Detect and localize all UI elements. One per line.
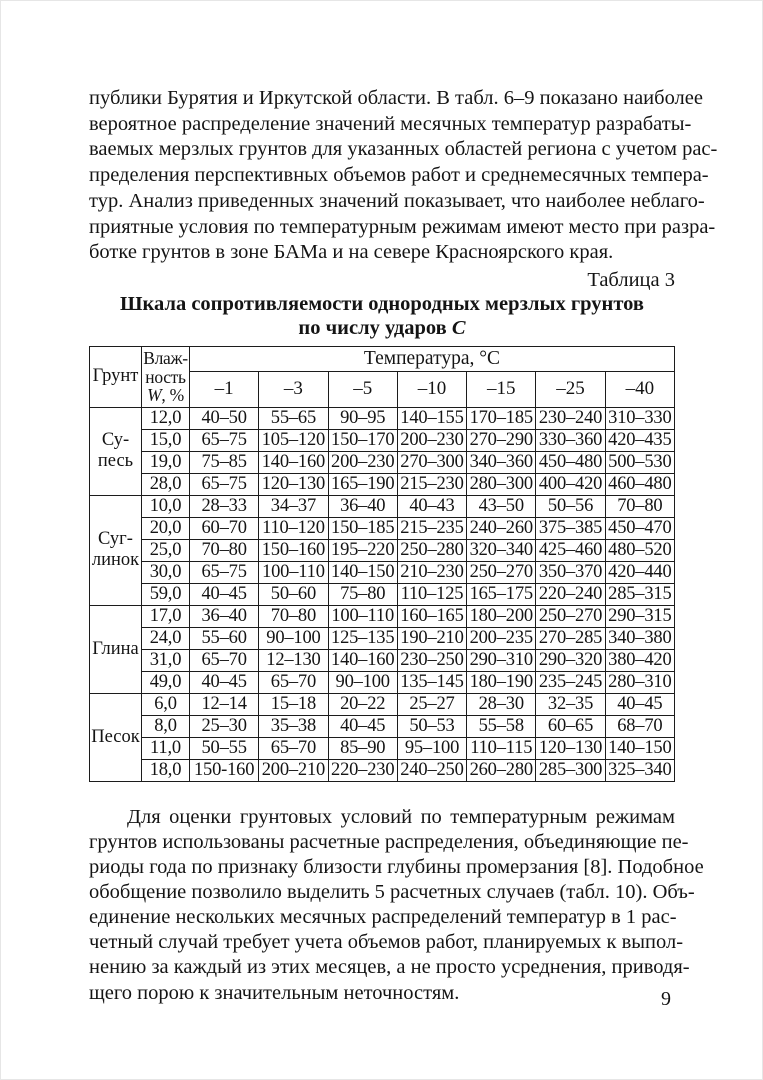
value-cell: 210–230	[397, 561, 466, 583]
soil-group-label	[90, 605, 142, 693]
moisture-cell: 20,0	[142, 517, 190, 539]
soil-label-line: Су-	[101, 430, 130, 451]
value-cell: 120–130	[536, 737, 605, 759]
value-cell: 120–130	[259, 473, 328, 495]
header-moisture: Влаж- ность W, %	[142, 346, 190, 407]
value-cell: 480–520	[605, 539, 674, 561]
value-cell: 65–75	[190, 429, 259, 451]
value-cell: 160–165	[397, 605, 466, 627]
text-line: риоды года по признаку близости глубины промерзания [8]. Подобное	[89, 856, 704, 879]
value-cell: 100–110	[259, 561, 328, 583]
text-line: ботке грунтов в зоне БАМа и на севере Красноярского края.	[89, 241, 614, 264]
value-cell: 190–210	[397, 627, 466, 649]
value-cell: 20–22	[328, 693, 397, 715]
value-cell: 200–235	[467, 627, 536, 649]
value-cell: 95–100	[397, 737, 466, 759]
value-cell: 135–145	[397, 671, 466, 693]
table-row	[90, 627, 675, 649]
value-cell: 90–100	[328, 671, 397, 693]
value-cell: 40–43	[397, 495, 466, 517]
value-cell: 340–380	[605, 627, 674, 649]
value-cell: 285–315	[605, 583, 674, 605]
table-row	[90, 693, 675, 715]
value-cell: 65–70	[259, 737, 328, 759]
value-cell: 110–125	[397, 583, 466, 605]
value-cell: 250–270	[536, 605, 605, 627]
value-cell: 55–58	[467, 715, 536, 737]
soil-label-line: Суг-	[98, 529, 133, 550]
table-row	[90, 473, 675, 495]
header-temp-25: –25	[536, 371, 605, 407]
value-cell: 165–190	[328, 473, 397, 495]
value-cell: 450–480	[536, 451, 605, 473]
value-cell: 70–80	[190, 539, 259, 561]
moisture-cell: 59,0	[142, 583, 190, 605]
value-cell: 270–300	[397, 451, 466, 473]
resistance-scale-table	[89, 346, 675, 782]
paragraph-top	[89, 86, 718, 266]
text-line: тур. Анализ приведенных значений показывает, что наиболее неблаго-	[89, 189, 705, 212]
variable-w: W	[147, 385, 162, 406]
moisture-cell: 17,0	[142, 605, 190, 627]
value-cell: 325–340	[605, 759, 674, 781]
value-cell: 420–440	[605, 561, 674, 583]
value-cell: 310–330	[605, 407, 674, 429]
soil-label-line: песь	[97, 451, 134, 472]
value-cell: 60–65	[536, 715, 605, 737]
value-cell: 12–14	[190, 693, 259, 715]
value-cell: 150–170	[328, 429, 397, 451]
value-cell: 110–120	[259, 517, 328, 539]
value-cell: 320–340	[467, 539, 536, 561]
value-cell: 170–185	[467, 407, 536, 429]
value-cell: 230–250	[397, 649, 466, 671]
value-cell: 50–60	[259, 583, 328, 605]
value-cell: 68–70	[605, 715, 674, 737]
table-row	[90, 671, 675, 693]
soil-group-label	[90, 693, 142, 781]
value-cell: 140–150	[328, 561, 397, 583]
value-cell: 65–70	[190, 649, 259, 671]
value-cell: 32–35	[536, 693, 605, 715]
table-row	[90, 495, 675, 517]
value-cell: 50–55	[190, 737, 259, 759]
header-temp-15: –15	[467, 371, 536, 407]
value-cell: 75–85	[190, 451, 259, 473]
table-body	[90, 407, 675, 781]
value-cell: 290–310	[467, 649, 536, 671]
moisture-cell: 10,0	[142, 495, 190, 517]
value-cell: 270–285	[536, 627, 605, 649]
text-line: ваемых мерзлых грунтов для указанных областей региона с учетом рас-	[89, 138, 718, 161]
value-cell: 70–80	[259, 605, 328, 627]
moisture-cell: 12,0	[142, 407, 190, 429]
value-cell: 250–280	[397, 539, 466, 561]
text-line: единение нескольких месячных распределений температур в 1 рас-	[89, 906, 677, 929]
moisture-cell: 11,0	[142, 737, 190, 759]
value-cell: 425–460	[536, 539, 605, 561]
text-line: обобщение позволило выделить 5 расчетных случаев (табл. 10). Объ-	[89, 881, 695, 904]
moisture-cell: 25,0	[142, 539, 190, 561]
value-cell: 55–60	[190, 627, 259, 649]
value-cell: 420–435	[605, 429, 674, 451]
table-title-line1: Шкала сопротивляемости однородных мерзлых грунтов	[120, 292, 644, 315]
value-cell: 450–470	[605, 517, 674, 539]
value-cell: 165–175	[467, 583, 536, 605]
table-row	[90, 517, 675, 539]
value-cell: 125–135	[328, 627, 397, 649]
table-row	[90, 561, 675, 583]
table-row	[90, 649, 675, 671]
moisture-cell: 6,0	[142, 693, 190, 715]
page-number: 9	[661, 988, 671, 1010]
value-cell: 200–230	[397, 429, 466, 451]
value-cell: 380–420	[605, 649, 674, 671]
soil-label-line: Глина	[92, 638, 139, 659]
value-cell: 40–45	[328, 715, 397, 737]
value-cell: 215–235	[397, 517, 466, 539]
value-cell: 25–30	[190, 715, 259, 737]
value-cell: 150–185	[328, 517, 397, 539]
value-cell: 220–240	[536, 583, 605, 605]
text-line: четный случай требует учета объемов работ, планируемых к выпол-	[89, 931, 684, 954]
table-row	[90, 451, 675, 473]
text-line: приятные условия по температурным режимам имеют место при разра-	[89, 215, 716, 238]
value-cell: 285–300	[536, 759, 605, 781]
moisture-cell: 18,0	[142, 759, 190, 781]
value-cell: 35–38	[259, 715, 328, 737]
value-cell: 90–100	[259, 627, 328, 649]
value-cell: 195–220	[328, 539, 397, 561]
moisture-cell: 31,0	[142, 649, 190, 671]
page-content	[89, 86, 718, 1006]
value-cell: 36–40	[190, 605, 259, 627]
value-cell: 43–50	[467, 495, 536, 517]
value-cell: 90–95	[328, 407, 397, 429]
table-caption: Таблица 3	[587, 268, 675, 291]
value-cell: 105–120	[259, 429, 328, 451]
value-cell: 15–18	[259, 693, 328, 715]
text-line: пределения перспективных объемов работ и среднемесячных темпера-	[89, 164, 709, 187]
value-cell: 50–53	[397, 715, 466, 737]
text-line: публики Бурятия и Иркутской области. В табл. 6–9 показано наиболее	[89, 87, 703, 109]
value-cell: 140–160	[328, 649, 397, 671]
value-cell: 60–70	[190, 517, 259, 539]
value-cell: 290–315	[605, 605, 674, 627]
value-cell: 260–280	[467, 759, 536, 781]
table-row	[90, 759, 675, 781]
value-cell: 460–480	[605, 473, 674, 495]
value-cell: 235–245	[536, 671, 605, 693]
value-cell: 150–160	[259, 539, 328, 561]
value-cell: 40–45	[190, 583, 259, 605]
value-cell: 220–230	[328, 759, 397, 781]
variable-c: С	[451, 317, 466, 340]
text-line: грунтов использованы расчетные распределения, объединяющие пе-	[89, 831, 689, 854]
table-row	[90, 583, 675, 605]
value-cell: 40–50	[190, 407, 259, 429]
value-cell: 200–210	[259, 759, 328, 781]
value-cell: 36–40	[328, 495, 397, 517]
value-cell: 12–130	[259, 649, 328, 671]
value-cell: 40–45	[605, 693, 674, 715]
value-cell: 400–420	[536, 473, 605, 495]
moisture-cell: 19,0	[142, 451, 190, 473]
value-cell: 270–290	[467, 429, 536, 451]
text-line: нению за каждый из этих месяцев, а не просто усреднения, приводя-	[89, 956, 690, 979]
value-cell: 340–360	[467, 451, 536, 473]
header-temp-5: –5	[328, 371, 397, 407]
value-cell: 350–370	[536, 561, 605, 583]
table-header	[90, 346, 675, 407]
text-line: Для оценки грунтовых условий по температурным режимам	[127, 805, 675, 828]
table-row	[90, 429, 675, 451]
value-cell: 85–90	[328, 737, 397, 759]
value-cell: 28–30	[467, 693, 536, 715]
paragraph-bottom	[89, 805, 704, 1006]
table-title-line2: по числу ударов С	[298, 317, 466, 340]
table-row	[90, 407, 675, 429]
value-cell: 75–80	[328, 583, 397, 605]
value-cell: 240–260	[467, 517, 536, 539]
value-cell: 25–27	[397, 693, 466, 715]
value-cell: 140–160	[259, 451, 328, 473]
moisture-cell: 8,0	[142, 715, 190, 737]
header-soil: Грунт	[90, 346, 142, 407]
header-temp-1: –1	[190, 371, 259, 407]
value-cell: 200–230	[328, 451, 397, 473]
value-cell: 230–240	[536, 407, 605, 429]
header-temperature-group: Температура, °С	[190, 346, 675, 371]
value-cell: 500–530	[605, 451, 674, 473]
value-cell: 70–80	[605, 495, 674, 517]
soil-label-line: Песок	[91, 726, 140, 747]
text-line: вероятное распределение значений месячных температур разрабаты-	[89, 112, 692, 135]
table-title	[89, 292, 675, 341]
text-line: щего порою к значительным неточностям.	[89, 981, 460, 1004]
table-row	[90, 539, 675, 561]
value-cell: 65–75	[190, 561, 259, 583]
value-cell: 65–70	[259, 671, 328, 693]
value-cell: 280–300	[467, 473, 536, 495]
value-cell: 50–56	[536, 495, 605, 517]
moisture-cell: 15,0	[142, 429, 190, 451]
header-temp-10: –10	[397, 371, 466, 407]
value-cell: 28–33	[190, 495, 259, 517]
value-cell: 180–200	[467, 605, 536, 627]
table-row	[90, 715, 675, 737]
value-cell: 55–65	[259, 407, 328, 429]
header-temp-3: –3	[259, 371, 328, 407]
value-cell: 65–75	[190, 473, 259, 495]
moisture-cell: 49,0	[142, 671, 190, 693]
table-row	[90, 605, 675, 627]
soil-group-label	[90, 407, 142, 495]
moisture-cell: 30,0	[142, 561, 190, 583]
value-cell: 140–155	[397, 407, 466, 429]
value-cell: 290–320	[536, 649, 605, 671]
moisture-cell: 24,0	[142, 627, 190, 649]
table-row	[90, 737, 675, 759]
value-cell: 110–115	[467, 737, 536, 759]
value-cell: 330–360	[536, 429, 605, 451]
value-cell: 180–190	[467, 671, 536, 693]
header-temp-40: –40	[605, 371, 674, 407]
soil-group-label	[90, 495, 142, 605]
value-cell: 150-160	[190, 759, 259, 781]
value-cell: 250–270	[467, 561, 536, 583]
value-cell: 100–110	[328, 605, 397, 627]
soil-label-line: линок	[91, 550, 140, 571]
value-cell: 215–230	[397, 473, 466, 495]
value-cell: 240–250	[397, 759, 466, 781]
value-cell: 375–385	[536, 517, 605, 539]
value-cell: 140–150	[605, 737, 674, 759]
moisture-cell: 28,0	[142, 473, 190, 495]
value-cell: 280–310	[605, 671, 674, 693]
value-cell: 34–37	[259, 495, 328, 517]
value-cell: 40–45	[190, 671, 259, 693]
